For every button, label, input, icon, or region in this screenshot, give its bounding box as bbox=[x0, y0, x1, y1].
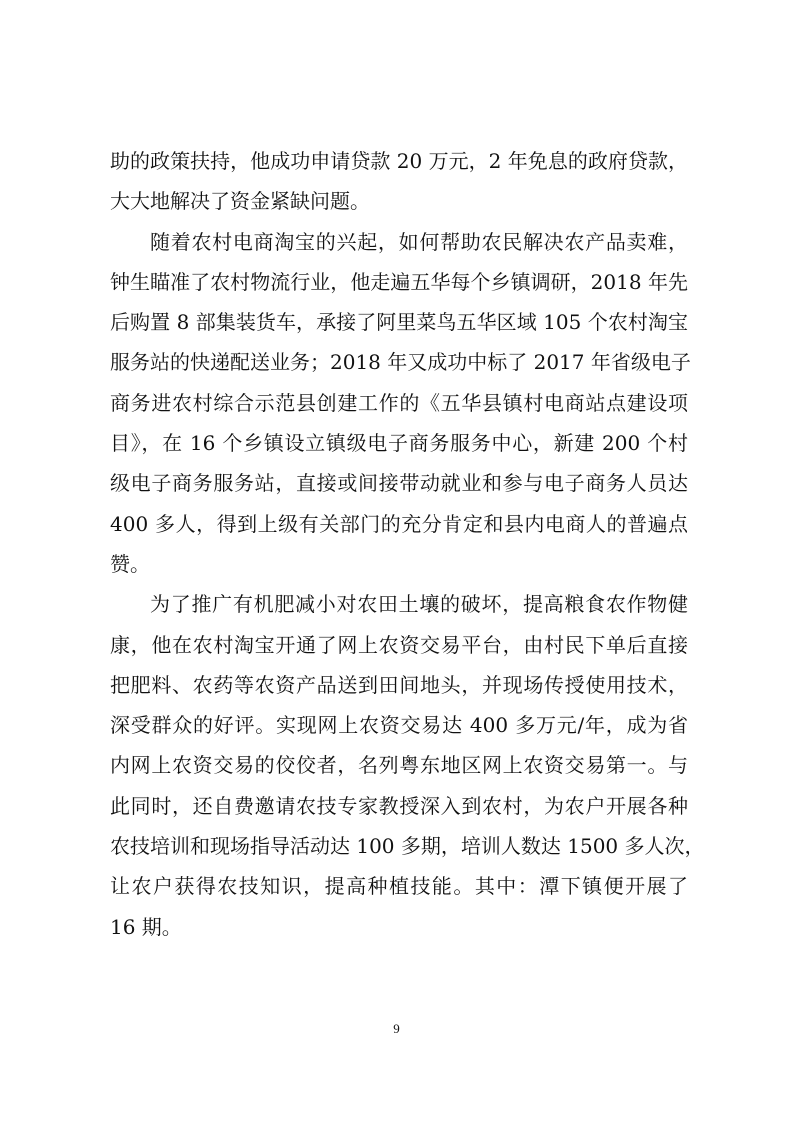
text-line: 后购置 8 部集装货车，承接了阿里菜鸟五华区域 105 个农村淘宝 bbox=[110, 310, 688, 335]
text-line: 让农户获得农技知识，提高种植技能。其中：潭下镇便开展了 bbox=[110, 874, 688, 899]
text-line: 把肥料、农药等农资产品送到田间地头，并现场传授使用技术， bbox=[110, 672, 688, 697]
page-number: 9 bbox=[393, 1021, 400, 1036]
text-line: 服务站的快递配送业务；2018 年又成功中标了 2017 年省级电子 bbox=[110, 350, 691, 375]
text-line: 赞。 bbox=[110, 551, 150, 576]
text-line: 400 多人，得到上级有关部门的充分肯定和县内电商人的普遍点 bbox=[110, 511, 688, 536]
text-line: 此同时，还自费邀请农技专家教授深入到农村，为农户开展各种 bbox=[110, 793, 688, 818]
text-line: 商务进农村综合示范县创建工作的《五华县镇村电商站点建设项 bbox=[110, 390, 688, 415]
text-line: 目》，在 16 个乡镇设立镇级电子商务服务中心，新建 200 个村 bbox=[110, 431, 688, 456]
text-line: 助的政策扶持，他成功申请贷款 20 万元，2 年免息的政府贷款， bbox=[110, 149, 688, 173]
text-line: 16 期。 bbox=[110, 914, 182, 939]
text-line: 大大地解决了资金紧缺问题。 bbox=[110, 189, 370, 214]
text-line: 级电子商务服务站，直接或间接带动就业和参与电子商务人员达 bbox=[110, 471, 688, 496]
text-line: 钟生瞄准了农村物流行业，他走遍五华每个乡镇调研，2018 年先 bbox=[110, 269, 688, 294]
paragraph-first-line: 为了推广有机肥减小对农田土壤的破坏，提高粮食农作物健 bbox=[150, 592, 688, 617]
text-line: 深受群众的好评。实现网上农资交易达 400 多万元/年，成为省 bbox=[110, 713, 688, 738]
text-line: 康，他在农村淘宝开通了网上农资交易平台，由村民下单后直接 bbox=[110, 632, 688, 657]
text-line: 农技培训和现场指导活动达 100 多期，培训人数达 1500 多人次， bbox=[110, 834, 705, 859]
paragraph-first-line: 随着农村电商淘宝的兴起，如何帮助农民解决农产品卖难， bbox=[150, 229, 688, 254]
body-text bbox=[110, 141, 705, 947]
text-line: 内网上农资交易的佼佼者，名列粤东地区网上农资交易第一。与 bbox=[110, 753, 688, 778]
